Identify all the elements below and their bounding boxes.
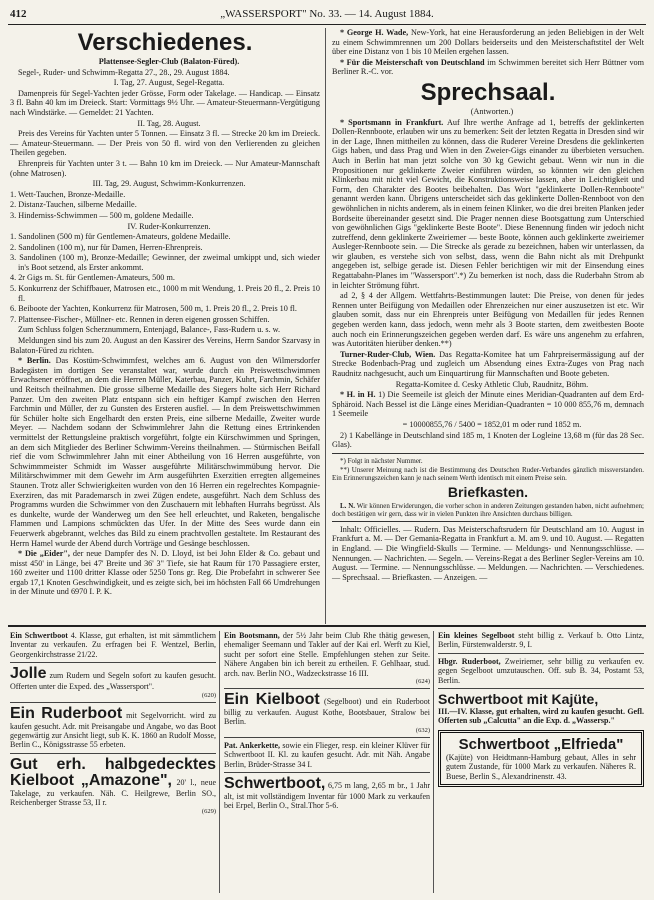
inhalt-rule [332, 521, 644, 522]
column-right [332, 28, 644, 583]
formula: = 10000855,76 / 5400 = 1852,01 m oder rund 1852 m. [402, 419, 582, 429]
section-heading-briefkasten: Briefkasten. [447, 483, 529, 500]
ad-number: (624) [415, 678, 430, 686]
regatta-title: Segel-, Ruder- und Schwimm-Regatta 27., 28., 29. August 1884. [18, 67, 230, 77]
ad-rule [224, 772, 430, 773]
ad-lead: Hbgr. Ruderboot, [438, 656, 501, 666]
wade-article [332, 28, 644, 57]
ad-text: mit Segelvorricht. wird zu kaufen gesucht. Adr. mit Preisangabe und Angabe, wo das Boot gegenwärtig zur Ansicht liegt, sub K. K. 1860 an Rudolf Mosse, Berlin C., Königsstrasse 55 erbeten. [10, 710, 216, 750]
paragraph: Preis des Vereins für Yachten unter 5 Tonnen. — Einsatz 3 fl. — Strecke 20 km im Dreieck. — Amateur-Steuermann. — Der Preis von 50 fl. wird von den Verlierenden zu gleichen Theilen gegeben. [10, 129, 320, 158]
article-body: Wir können Erwiderungen, die vorher schon in anderen Zeitungen gestanden haben, nicht aufnehmen; doch bestätigen wir gern, dass wir in vielen Punkten ihre Ansichten durchaus billigen. [332, 501, 645, 518]
ad-ankerkette [224, 741, 430, 769]
eider-article [10, 549, 320, 597]
header-rule [8, 24, 646, 25]
column-divider [325, 28, 326, 624]
ad-lead: Schwertboot „Elfrieda" [458, 735, 624, 753]
article-lead: * George H. Wade, [340, 28, 409, 37]
journal-title: „WASSERSPORT" No. 33. — 14. August 1884. [220, 8, 434, 20]
article-body: der neue Dampfer des N. D. Lloyd, ist bei John Elder & Co. gebaut und misst 450' in Länge, bei 47' Breite und 36' 3" Tiefe, sie hat Raum für 170 Passagiere erster, 160 zweiter und 1100 dritter Klasse oder 5250 Tons gr. Reg. Die Probefahrt in schwerer See ergab 17,1 Knoten Geschwindigkeit, und es zeigte sich, bei im höchsten Fall 66 Umdrehungen in der Minute und 6970 I. P. K. [10, 549, 320, 597]
paragraph: ad 2, § 4 der Allgem. Wettfahrts-Bestimmungen lautet: Die Preise, von denen für jedes Rennen unter Beifügung von Medaillen oder Ehrenzeichen nur einer auszusetzen ist etc. Wir glauben somit, dass nur ein Ehrenpreis unter Beifügung von Medaillen für jedes Rennen gegeben werden kann, dass jedoch, wenn mehr als 3 Boote starten, dem zweitbesten Boote auch noch ein Erinnerungszeichen gegeben werden darf. Es wäre uns angenehm zu erfahren, was Autoritäten hierüber denken.**) [332, 291, 644, 349]
paragraph: Damenpreis für Segel-Yachten jeder Grösse, Form oder Takelage. — Handicap. — Einsatz 3 fl. Bahn 40 km im Dreieck. Start: Vormittags 9½ Uhr. — Amateur-Steuermann-Vergütigung nach Windstärke. — Gemeldet: 21 Yachten. [10, 88, 320, 117]
article-lead: Turner-Ruder-Club, Wien. [340, 349, 436, 359]
formula-numerator: = 10000855,76 [402, 419, 453, 429]
ad-kielboot [224, 692, 430, 734]
ad-rule [224, 737, 430, 738]
ad-number: (620) [201, 691, 216, 699]
article-body: Das Kostüm-Schwimmfest, welches am 6. August von den Wilmersdorfer Badegästen im dortigen See veranstaltet war, wurde durch ein Preiswettschwimmen Erwachsener eröffnet, an dem die Herren Müller, Katerbau, Panzer, Kuhrt, Farchmin, Schäfer und Reitsch theilnahmen. Die grosse silberne Medaille des Siegers holte sich Herr Richard Panzer. Um den zweiten Platz entspann sich ein heftiger Kampf zwischen den Herren Farchmin und Müller, der zu Gunsten des Ersteren ausfiel. — In dem Preiswettschwimmen für Schüler holte sich Engelhardt den ersten Preis, eine silberne Medaille, Zweiter wurde Meyer. — Nachdem sodann der Schwimmlehrer Jahn die Rettung eines Ertrinkenden vermittelst der Rettungsleine praktisch vorgeführt, folgte ein Kürschwimmen und Springen, an dem sich Mitglieder des Berliner Schwimm-Vereins theilnahmen. — Stürmischen Beifall rief die vom Schwimmlehrer Jahn mit einer Abtheilung von 16 Herren ausgeführte, von Schwimmmeister Schmidt im Wasser ausgeführte Militärschwimmübung hervor. Die Militärschwimmer mit dem Gewehr im Arm ausgeführten Exerzitien erregten allgemeines Staunen. Trotz aller Schwierigkeiten wurden von den 16 Herren ein regelrechtes Kompagnie-Exerziren, das mit Parademarsch in zwei Zügen endete, ausgeführt. Nach dem Schluss des Programms wurden die Schwimmer von den Zuschauern mit lebhaften Hurrahs begrüsst. Als es dunkelte, wurde der Wanderweg um den See hell erleuchtet, und Raketen, bengalische Flammen und Lampions schmückten das Ufer. In der Mitte des Sees wurde dann ein Feuerwerk abgebrannt, welches das Bild zu einem prachtvollen gestaltete. Im Restaurant des Herrn Hamel wurde der Abend durch Vorträge und Gesänge beschlossen. [10, 356, 321, 548]
advertisements [8, 625, 646, 897]
ad-rule [10, 702, 216, 703]
list-item: 3. Hinderniss-Schwimmen — 500 m, goldene Medaille. [10, 210, 194, 220]
list-item: 3. Sandolinen (100 m), Bronze-Medaille; Gewinner, der zweimal umkippt und, sich wieder in's Boot setzend, als Erster ankommt. [10, 253, 320, 272]
article-lead: * Für die Meisterschaft von Deutschland [340, 57, 485, 67]
list-item: 4. 2r Gigs m. St. für Gentlemen-Amateurs, 500 m. [10, 273, 175, 283]
ad-jolle [10, 666, 216, 698]
article-lead: * Berlin. [18, 356, 51, 366]
ad-schwertboot [10, 631, 216, 659]
day3-heading: III. Tag, 29. August, Schwimm-Konkurrenzen. [92, 179, 246, 189]
section-heading-sprechsaal: Sprechsaal. [420, 78, 556, 106]
list-item: 1. Wett-Tauchen, Bronze-Medaille. [10, 189, 126, 199]
article-body: New-York, hat eine Herausforderung an jeden Beliebigen in der Welt zu einem Schwimmrennen um 200 Dollars beiderseits und den Meisterschaftstitel der Welt über eine Distanz von 1 bis 10 Meilen ergehen lassen. [332, 28, 644, 57]
ad-rule [10, 662, 216, 663]
club-subheading: Plattensee-Segler-Club (Balaton-Füred). [98, 57, 240, 66]
ad-lead: Ein Schwertboot [10, 631, 68, 640]
ad-text: III.—IV. Klasse, gut erhalten, wird zu kaufen gesucht. Gefl. Offerten sub „Calcutta" an die Exp. d. „Wassersp." [438, 707, 644, 726]
list-item: 6. Beiboote der Yachten, Konkurrenz für Matrosen, 500 m, 1. Preis 20 fl., 2. Preis 10 fl. [10, 304, 297, 314]
article-lead: L. N. [340, 501, 356, 510]
article-lead: * Sportsmann in Frankfurt. [340, 117, 444, 127]
ad-lead: Jolle [10, 665, 47, 683]
ad-number: (632) [415, 726, 430, 734]
turner-answer [332, 350, 644, 379]
ad-lead: Ein Ruderboot [10, 704, 123, 722]
ad-lead: Ein kleines Segelboot [438, 631, 515, 640]
ad-text: Zweiriemer, sehr billig zu verkaufen ev. gegen Segelboot umzutauschen. Off. sub B. 34, Postamt 53, Berlin. [438, 656, 644, 685]
paragraph: Meldungen sind bis zum 20. August an den Kassirer des Vereins, Herrn Sandor Szarvasy in Balaton-Füred zu richten. [10, 336, 320, 355]
ad-text: 6,75 m lang, 2,65 m br., 1 Jahr alt, ist mit vollständigem Inventar für 1000 Mark zu verkaufen bei Erpel, Berlin O., Stral.Thor 5-6. [224, 781, 430, 811]
sprechsaal-sub: (Antworten.) [470, 106, 514, 116]
ad-segelboot [438, 631, 644, 650]
ad-text: zum Rudern und Segeln sofort zu kaufen gesucht. Offerten unter die Exped. des „Wassersport". [10, 671, 217, 692]
meisterschaft-article [332, 58, 644, 77]
ad-text: (Segelboot) und ein Ruderboot billig zu verkaufen. August Kothe, Bootsbauer, Stralow bei Berlin. [224, 697, 430, 727]
ad-text: sowie ein Flieger, resp. ein kleiner Klüver für Schwertboot II. Kl. zu kaufen gesucht. Adr. mit Näh. Angabe Berlin, Brüder-Strasse 34 I. [224, 740, 431, 769]
article-lead: * H. in H. [340, 390, 376, 400]
turner-signature: Regatta-Komitee d. Cesky Athletic Club, Raudnitz, Böhm. [395, 379, 589, 389]
ad-bootsmann [224, 631, 430, 685]
footnote-rule [332, 453, 644, 454]
list-item: 2. Distanz-Tauchen, silberne Medaille. [10, 200, 137, 210]
ad-lead: Gut erh. halbgedecktes Kielboot „Amazone", [10, 755, 216, 789]
ad-column-2 [224, 631, 430, 814]
ad-text: der 5½ Jahr beim Club Rhe thätig gewesen, ehemaliger Seemann und Takler auf der Kai erl. Werft zu Kiel, sucht per sofort eine Stelle. Empfehlungen stehen zur Seite. Nähere Angaben bin ich bereit zu ertheilen. F. Gehlhaar, stud. arch. nav. Berlin NO., Wadzeckstrasse 16 III. [224, 631, 430, 678]
ad-text: (Kajüte) von Heidtmann-Hamburg gebaut, Alles in sehr gutem Zustande, für 1000 Mark zu verkaufen. Näheres R. Buese, Berlin S., Alexandrinenstr. 43. [446, 752, 636, 781]
formula-denominator: 5400 [458, 419, 476, 429]
ad-divider [219, 631, 220, 893]
article-body: im Schwimmen bereitet sich Herr Büttner vom Berliner R.-C. vor. [332, 57, 644, 77]
berlin-article [10, 356, 320, 548]
ad-rule [224, 688, 430, 689]
column-left [10, 28, 320, 598]
ad-number: (629) [201, 807, 216, 815]
ad-rule [10, 753, 216, 754]
day1-heading: I. Tag, 27. August, Segel-Regatta. [113, 78, 225, 88]
list-item: 1. Sandolinen (500 m) für Gentlemen-Amateurs, goldene Medaille. [10, 232, 231, 242]
formula-result: = 1852,01 m oder rund 1852 m. [477, 419, 582, 429]
ad-elfrieda [438, 730, 644, 787]
ad-lead: Schwertboot mit Kajüte, [438, 691, 599, 708]
paragraph: 2) 1 Kabellänge in Deutschland sind 185 m, 1 Knoten der Logleine 13,68 m (für das 28 Sec. Glas). [332, 430, 644, 450]
ad-lead: Ein Kielboot [224, 691, 320, 709]
list-item: 2. Sandolinen (100 m), nur für Damen, Herren-Ehrenpreis. [10, 242, 203, 252]
ad-hbgr-ruderboot [438, 657, 644, 685]
list-item: 5. Konkurrenz der Schiffbauer, Matrosen etc., 1000 m mit Wendung, 1. Preis 20 fl., 2. Preis 10 fl. [10, 284, 321, 303]
ad-lead: Schwertboot, [224, 775, 326, 793]
paragraph: Ehrenpreis für Yachten unter 3 t. — Bahn 10 km im Dreieck. — Nur Amateur-Mannschaft (ohne Matrosen). [10, 158, 320, 178]
ad-lead: Ein Bootsmann, [224, 631, 280, 640]
ad-text: 20' l., neue Takelage, zu verkaufen. Näh. C. Heilgrewe, Berlin SO., Reichenberger Strasse 53, II r. [10, 777, 217, 808]
ad-schwertboot-erpel [224, 776, 430, 811]
ad-rule [438, 653, 644, 654]
ad-text: 4. Klasse, gut erhalten, ist mit sämmtlichem Inventar zu verkaufen. Zu erfragen bei F. Wentzel, Berlin, Georgenkirchstrasse 21/22. [10, 631, 217, 659]
article-body: Das Regatta-Komitee hat um Fahrpreisermässigung auf der Strecke Bodenbach-Prag und zugleich um Absendung eines Extra-Zuges von Prag nach Raudnitz nachgesucht, auch um Einquartirung für Mannschaften und Boote gebeten. [332, 349, 645, 378]
section-heading-verschiedenes: Verschiedenes. [77, 29, 253, 56]
ad-ruderboot [10, 706, 216, 750]
ad-column-1 [10, 631, 216, 818]
ad-rule [438, 688, 644, 689]
page-number: 412 [10, 8, 27, 20]
paragraph: Zum Schluss folgen Scherznummern, Entenjagd, Balance-, Fass-Rudern u. s. w. [18, 325, 281, 335]
article-body: Auf Ihre werthe Anfrage ad 1, betreffs der geklinkerten Dollen-Rennboote, erlauben wir uns zu bemerken: Seit der letzten Regatta in Dresden sind wir in der Lage, Ihnen mittheilen zu können, dass die Ruderer Vereine Dresdens die geklinkerten Gigs haben, und dass Prag und Wien in den Zweier-Gigs einander zu überbieten versuchen. Auch in Berlin hat man jetzt solche von 30 kg Gewicht gebaut. Wenn wir nun in die Propositionen nur geklinkerte Zweier einführen würden, so könnten wir den gleichen Klinkerbau mit nicht viel Gewicht, die Konstruktionsweise lassen, aber in Leichtigkeit und Form, den Charakter des Bootes beibehalten. Das Wort "geklinkerte Dollen-Rennboote" genannt werden kann. Übrigens unterscheidet sich das geklinkerte Dollen-Rennboot von den gewöhnlichen in nichts anderem, als in einem feinen Klinker, wo die drei breiten Planken jeder Bordseite übereinander gesetzt sind. Die Prager nennen diese Bootsgattung zum Unterschied von gewöhnlichen Gigs "geklinkerte Beste Boote". Diese Benennung finden wir jedoch nicht zutreffend, denn geklinkerte Zweiriemer — beste Boote, können auch geklinkerte zweiriemer Ausleger-Rennboote sein. — Die Strecke als gerade zu bezeichnen, haben wir unterlassen, da wir glauben, es verstehe sich von selbst, dass, wenn die Bahn nicht als mit Drehpunkt angegeben ist, selbige gerade ist. Diesen Fehler berichtigen wir mit der Einsendung eines Regattabahn-Planes im "Wassersport".*) Zu bemerken ist noch, dass die Ruderbahn Strom ab in leichter Strömung führt. [332, 117, 644, 290]
day2-heading: II. Tag, 28. August. [137, 118, 201, 128]
briefkasten-answer [332, 502, 644, 518]
ad-column-3 [438, 631, 644, 787]
footnote: **) Unserer Meinung nach ist die Bestimmung des Deutschen Ruder-Verbandes gänzlich missverstanden. Ein Erinnerungszeichen kann je nach seinem Werth identisch mit einem Preise sein. [332, 465, 644, 482]
article-lead: * Die „Eider", [18, 549, 70, 559]
ad-schwertboot-kajuete [438, 692, 644, 726]
frankfurt-answer [332, 118, 644, 291]
ad-divider [433, 631, 434, 893]
list-item: 7. Plattensee-Fischer-, Müllner- etc. Rennen in deren eigenen grossen Schiffen. [10, 314, 270, 324]
ad-kielboot-amazone [10, 757, 216, 815]
article-body: 1) Die Seemeile ist gleich der Minute eines Meridian-Quadranten auf dem Erd-Sphäroid. Nach Bessel ist die Länge eines Meridian-Quadranten = 10 000 855,76 m, demnach 1 Seemeile [332, 390, 644, 419]
ad-lead: Pat. Ankerkette, [224, 740, 281, 750]
ad-text: steht billig z. Verkauf b. Otto Lintz, Berlin, Fürstenwalderstr. 9, I. [438, 631, 644, 650]
table-of-contents: Inhalt: Officielles. — Rudern. Das Meisterschaftsrudern für Deutschland am 10. August in Frankfurt a. M. — Der Gemania-Regatta in Frankfurt a. M. am 9. und 10. August. — Regatten in England. — Die Wingfield-Skulls — Termine. — Meldungs- und Nennungsschlüsse. — Nennungen. — Nachrichten. — Segeln. — Vereins-Regat a des Berliner Segler-Vereins am 10. August. — Termine. — Nennungsschlüsse. — Meldungen. — Nachrichten. — Verschiedenes. — Sprechsaal. — Briefkasten. — Anzeigen. — [332, 524, 644, 582]
hh-answer [332, 390, 644, 419]
footnote: *) Folgt in nächster Nummer. [340, 456, 423, 465]
rowing-heading: IV. Ruder-Konkurrenzen. [127, 221, 211, 231]
page-header [8, 8, 646, 22]
